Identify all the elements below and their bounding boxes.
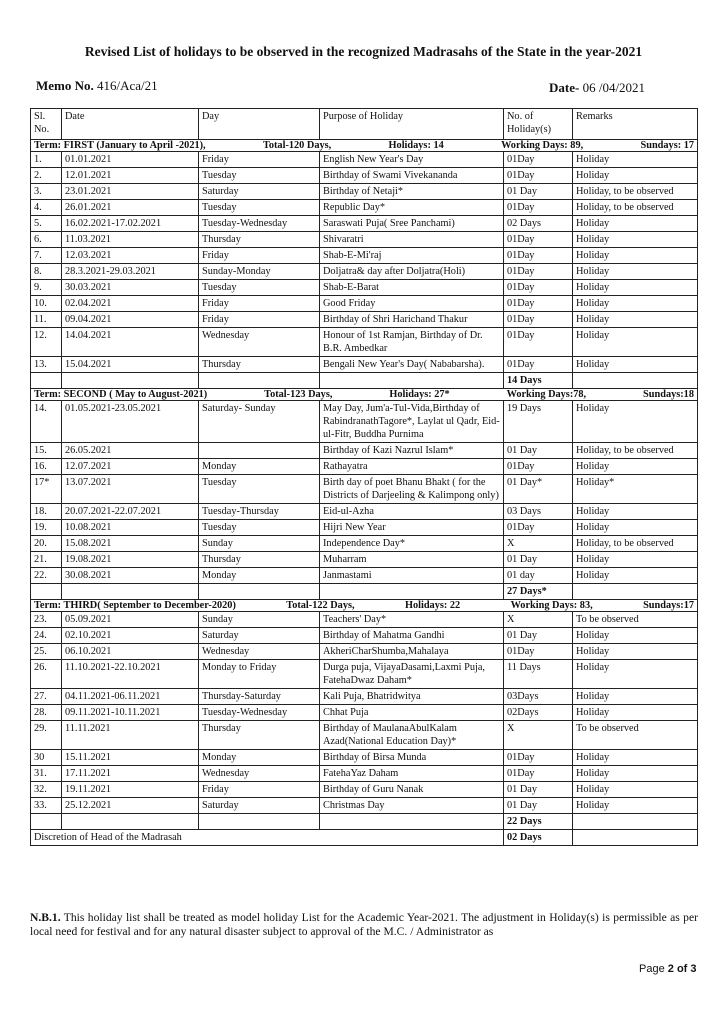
term-holidays: Holidays: 22: [404, 600, 461, 611]
document-date: [549, 80, 645, 96]
date-cell: 11.11.2021: [62, 721, 199, 750]
remarks-cell: To be observed: [573, 721, 698, 750]
remarks-cell: Holiday: [573, 705, 698, 721]
holiday-row: [31, 459, 698, 475]
days-count-cell: 01Day: [504, 232, 573, 248]
purpose-cell: AkheriCharShumba,Mahalaya: [320, 644, 504, 660]
purpose-cell: Teachers' Day*: [320, 612, 504, 628]
holiday-row: [31, 520, 698, 536]
discretion-row: [31, 830, 698, 846]
day-cell: Monday to Friday: [199, 660, 320, 689]
remarks-cell: Holiday: [573, 357, 698, 373]
remarks-cell: Holiday: [573, 782, 698, 798]
serial-cell: 17*: [31, 475, 62, 504]
date-cell: 12.03.2021: [62, 248, 199, 264]
days-count-cell: 01Day: [504, 459, 573, 475]
date-cell: 30.08.2021: [62, 568, 199, 584]
page-current: 2: [667, 963, 674, 975]
column-header: Day: [199, 109, 320, 140]
serial-cell: 18.: [31, 504, 62, 520]
serial-cell: 27.: [31, 689, 62, 705]
remarks-cell: Holiday: [573, 216, 698, 232]
purpose-cell: Christmas Day: [320, 798, 504, 814]
term-summary: [34, 389, 694, 400]
day-cell: Wednesday: [199, 328, 320, 357]
days-count-cell: 03 Days: [504, 504, 573, 520]
holiday-row: [31, 504, 698, 520]
purpose-cell: Birthday of Shri Harichand Thakur: [320, 312, 504, 328]
date-cell: 15.04.2021: [62, 357, 199, 373]
day-cell: Wednesday: [199, 644, 320, 660]
remarks-cell: To be observed: [573, 612, 698, 628]
holiday-row: [31, 612, 698, 628]
holiday-row: [31, 705, 698, 721]
remarks-cell: Holiday: [573, 628, 698, 644]
holiday-row: [31, 152, 698, 168]
date-cell: 09.04.2021: [62, 312, 199, 328]
days-count-cell: 01Day: [504, 296, 573, 312]
remarks-cell: Holiday: [573, 644, 698, 660]
serial-cell: 12.: [31, 328, 62, 357]
date-cell: 19.08.2021: [62, 552, 199, 568]
column-header: No. of Holiday(s): [504, 109, 573, 140]
serial-cell: 32.: [31, 782, 62, 798]
day-cell: Tuesday: [199, 475, 320, 504]
purpose-cell: Shab-E-Mi'raj: [320, 248, 504, 264]
days-count-cell: 02 Days: [504, 216, 573, 232]
days-count-cell: 01 day: [504, 568, 573, 584]
holiday-row: [31, 721, 698, 750]
serial-cell: 20.: [31, 536, 62, 552]
discretion-label: Discretion of Head of the Madrasah: [31, 830, 504, 846]
holiday-row: [31, 312, 698, 328]
holiday-row: [31, 536, 698, 552]
date-cell: 19.11.2021: [62, 782, 199, 798]
term-header-row: [31, 140, 698, 152]
days-count-cell: 01Day: [504, 750, 573, 766]
day-cell: Saturday- Sunday: [199, 401, 320, 443]
purpose-cell: Durga puja, VijayaDasami,Laxmi Puja, FatehaDwaz Daham*: [320, 660, 504, 689]
date-cell: 13.07.2021: [62, 475, 199, 504]
date-cell: 11.03.2021: [62, 232, 199, 248]
days-count-cell: 01Day: [504, 766, 573, 782]
purpose-cell: English New Year's Day: [320, 152, 504, 168]
days-count-cell: 01Day: [504, 248, 573, 264]
remarks-cell: Holiday: [573, 689, 698, 705]
holiday-row: [31, 200, 698, 216]
term-working: Working Days: 89,: [501, 140, 584, 151]
holiday-row: [31, 782, 698, 798]
holiday-row: [31, 798, 698, 814]
memo-value: 416/Aca/21: [97, 78, 158, 93]
holiday-row: [31, 232, 698, 248]
day-cell: Tuesday-Wednesday: [199, 705, 320, 721]
days-count-cell: 01Day: [504, 520, 573, 536]
date-cell: 12.07.2021: [62, 459, 199, 475]
purpose-cell: May Day, Jum'a-Tul-Vida,Birthday of RabindranathTagore*, Laylat ul Qadr, Eid-ul-Fitr, Buddha Purnima: [320, 401, 504, 443]
serial-cell: 28.: [31, 705, 62, 721]
days-count-cell: 01 Day: [504, 798, 573, 814]
serial-cell: 1.: [31, 152, 62, 168]
purpose-cell: Birthday of Netaji*: [320, 184, 504, 200]
day-cell: Friday: [199, 312, 320, 328]
term-sundays: Sundays:18: [643, 389, 694, 400]
date-cell: 26.05.2021: [62, 443, 199, 459]
serial-cell: 8.: [31, 264, 62, 280]
remarks-cell: Holiday: [573, 552, 698, 568]
serial-cell: 6.: [31, 232, 62, 248]
serial-cell: 5.: [31, 216, 62, 232]
serial-cell: 14.: [31, 401, 62, 443]
remarks-cell: Holiday: [573, 798, 698, 814]
term-total: Total-123 Days,: [264, 389, 333, 400]
purpose-cell: Birthday of Birsa Munda: [320, 750, 504, 766]
remarks-cell: Holiday: [573, 660, 698, 689]
days-count-cell: 01 Day: [504, 782, 573, 798]
nb-text: This holiday list shall be treated as model holiday List for the Academic Year-2021. The adjustment in Holiday(s) is permissible as per local need for festival and for any natural disaster subject to approval of the M.C. / Administrator as: [30, 911, 698, 938]
remarks-cell: Holiday, to be observed: [573, 536, 698, 552]
date-cell: 17.11.2021: [62, 766, 199, 782]
remarks-cell: Holiday: [573, 280, 698, 296]
remarks-cell: Holiday: [573, 766, 698, 782]
term-summary: [34, 600, 694, 611]
serial-cell: 30: [31, 750, 62, 766]
holiday-row: [31, 248, 698, 264]
column-header: Remarks: [573, 109, 698, 140]
serial-cell: 3.: [31, 184, 62, 200]
day-cell: Monday: [199, 459, 320, 475]
serial-cell: 16.: [31, 459, 62, 475]
day-cell: Thursday: [199, 357, 320, 373]
purpose-cell: Honour of 1st Ramjan, Birthday of Dr. B.R. Ambedkar: [320, 328, 504, 357]
day-cell: Friday: [199, 152, 320, 168]
days-count-cell: X: [504, 612, 573, 628]
purpose-cell: Muharram: [320, 552, 504, 568]
days-count-cell: 01Day: [504, 200, 573, 216]
remarks-cell: Holiday: [573, 168, 698, 184]
table-header-row: [31, 109, 698, 140]
date-cell: 15.08.2021: [62, 536, 199, 552]
term-name: Term: FIRST (January to April -2021),: [34, 140, 206, 151]
date-cell: 10.08.2021: [62, 520, 199, 536]
purpose-cell: Birthday of Mahatma Gandhi: [320, 628, 504, 644]
day-cell: Tuesday-Thursday: [199, 504, 320, 520]
term-total: Total-122 Days,: [286, 600, 355, 611]
days-count-cell: X: [504, 536, 573, 552]
nb-note: [30, 911, 698, 939]
document-title: Revised List of holidays to be observed in the recognized Madrasahs of the State in the year-2021: [84, 44, 643, 59]
purpose-cell: Birthday of Guru Nanak: [320, 782, 504, 798]
date-cell: 04.11.2021-06.11.2021: [62, 689, 199, 705]
holiday-row: [31, 357, 698, 373]
purpose-cell: Bengali New Year's Day( Nababarsha).: [320, 357, 504, 373]
date-cell: 11.10.2021-22.10.2021: [62, 660, 199, 689]
day-cell: Saturday: [199, 628, 320, 644]
term-total-row: [31, 584, 698, 600]
date-cell: 12.01.2021: [62, 168, 199, 184]
holiday-row: [31, 552, 698, 568]
date-cell: 15.11.2021: [62, 750, 199, 766]
remarks-cell: Holiday: [573, 152, 698, 168]
purpose-cell: Shab-E-Barat: [320, 280, 504, 296]
holiday-row: [31, 689, 698, 705]
date-cell: 01.05.2021-23.05.2021: [62, 401, 199, 443]
term-working: Working Days: 83,: [510, 600, 593, 611]
days-count-cell: 01Day: [504, 152, 573, 168]
column-header: Purpose of Holiday: [320, 109, 504, 140]
remarks-cell: Holiday: [573, 520, 698, 536]
days-count-cell: 01Day: [504, 328, 573, 357]
serial-cell: 2.: [31, 168, 62, 184]
holiday-table: [30, 108, 698, 846]
purpose-cell: Birthday of MaulanaAbulKalam Azad(National Education Day)*: [320, 721, 504, 750]
serial-cell: 23.: [31, 612, 62, 628]
remarks-cell: Holiday, to be observed: [573, 443, 698, 459]
days-count-cell: 01Day: [504, 264, 573, 280]
holiday-row: [31, 216, 698, 232]
day-cell: Tuesday: [199, 520, 320, 536]
holiday-row: [31, 328, 698, 357]
term-working: Working Days:78,: [506, 389, 587, 400]
serial-cell: 9.: [31, 280, 62, 296]
purpose-cell: Doljatra& day after Doljatra(Holi): [320, 264, 504, 280]
term-total-days: 22 Days: [504, 814, 573, 830]
remarks-cell: Holiday: [573, 750, 698, 766]
days-count-cell: 01 Day: [504, 184, 573, 200]
date-cell: 01.01.2021: [62, 152, 199, 168]
purpose-cell: Chhat Puja: [320, 705, 504, 721]
holiday-row: [31, 280, 698, 296]
holiday-row: [31, 766, 698, 782]
day-cell: Saturday: [199, 184, 320, 200]
days-count-cell: 01Day: [504, 168, 573, 184]
purpose-cell: Birthday of Kazi Nazrul Islam*: [320, 443, 504, 459]
day-cell: Wednesday: [199, 766, 320, 782]
days-count-cell: 01 Day: [504, 628, 573, 644]
days-count-cell: 01 Day: [504, 552, 573, 568]
purpose-cell: Kali Puja, Bhatridwitya: [320, 689, 504, 705]
remarks-cell: Holiday: [573, 232, 698, 248]
term-total: Total-120 Days,: [262, 140, 332, 151]
term-name: Term: SECOND ( May to August-2021): [34, 389, 208, 400]
holiday-row: [31, 568, 698, 584]
day-cell: Monday: [199, 568, 320, 584]
serial-cell: 11.: [31, 312, 62, 328]
purpose-cell: FatehaYaz Daham: [320, 766, 504, 782]
days-count-cell: 01Day: [504, 280, 573, 296]
page-number: [639, 963, 697, 975]
serial-cell: 21.: [31, 552, 62, 568]
holiday-row: [31, 184, 698, 200]
holiday-row: [31, 296, 698, 312]
days-count-cell: X: [504, 721, 573, 750]
serial-cell: 15.: [31, 443, 62, 459]
date-value: 06 /04/2021: [582, 80, 646, 95]
serial-cell: 33.: [31, 798, 62, 814]
days-count-cell: 01Day: [504, 644, 573, 660]
discretion-days: 02 Days: [504, 830, 573, 846]
day-cell: Tuesday: [199, 280, 320, 296]
purpose-cell: Janmastami: [320, 568, 504, 584]
days-count-cell: 01 Day: [504, 443, 573, 459]
day-cell: Sunday-Monday: [199, 264, 320, 280]
days-count-cell: 01 Day*: [504, 475, 573, 504]
purpose-cell: Republic Day*: [320, 200, 504, 216]
page-of: of: [676, 963, 688, 975]
day-cell: Thursday: [199, 721, 320, 750]
day-cell: Thursday: [199, 232, 320, 248]
term-header-row: [31, 389, 698, 401]
term-summary: [34, 140, 694, 151]
term-sundays: Sundays:17: [643, 600, 694, 611]
remarks-cell: Holiday: [573, 401, 698, 443]
page-prefix: Page: [639, 963, 665, 975]
date-cell: 14.04.2021: [62, 328, 199, 357]
serial-cell: 13.: [31, 357, 62, 373]
date-cell: 09.11.2021-10.11.2021: [62, 705, 199, 721]
remarks-cell: Holiday*: [573, 475, 698, 504]
date-cell: 06.10.2021: [62, 644, 199, 660]
days-count-cell: 02Days: [504, 705, 573, 721]
days-count-cell: 19 Days: [504, 401, 573, 443]
remarks-cell: Holiday: [573, 328, 698, 357]
holiday-row: [31, 475, 698, 504]
holiday-row: [31, 644, 698, 660]
remarks-cell: Holiday: [573, 568, 698, 584]
date-cell: 20.07.2021-22.07.2021: [62, 504, 199, 520]
day-cell: Friday: [199, 248, 320, 264]
purpose-cell: Hijri New Year: [320, 520, 504, 536]
nb-label: N.B.1.: [30, 911, 61, 924]
holiday-row: [31, 401, 698, 443]
column-header: Date: [62, 109, 199, 140]
term-total-days: 14 Days: [504, 373, 573, 389]
date-cell: 05.09.2021: [62, 612, 199, 628]
memo-number: [36, 78, 158, 94]
term-sundays: Sundays: 17: [640, 140, 694, 151]
remarks-cell: Holiday, to be observed: [573, 200, 698, 216]
serial-cell: 4.: [31, 200, 62, 216]
serial-cell: 31.: [31, 766, 62, 782]
days-count-cell: 03Days: [504, 689, 573, 705]
day-cell: Tuesday: [199, 200, 320, 216]
date-cell: 02.10.2021: [62, 628, 199, 644]
day-cell: Thursday-Saturday: [199, 689, 320, 705]
purpose-cell: Saraswati Puja( Sree Panchami): [320, 216, 504, 232]
purpose-cell: Birth day of poet Bhanu Bhakt ( for the Districts of Darjeeling & Kalimpong only): [320, 475, 504, 504]
date-cell: 23.01.2021: [62, 184, 199, 200]
day-cell: [199, 443, 320, 459]
holiday-row: [31, 628, 698, 644]
remarks-cell: Holiday: [573, 504, 698, 520]
day-cell: Friday: [199, 782, 320, 798]
term-name: Term: THIRD( September to December-2020): [34, 600, 236, 611]
date-cell: 02.04.2021: [62, 296, 199, 312]
day-cell: Tuesday: [199, 168, 320, 184]
purpose-cell: Birthday of Swami Vivekananda: [320, 168, 504, 184]
day-cell: Friday: [199, 296, 320, 312]
memo-label: Memo No.: [36, 78, 94, 93]
remarks-cell: Holiday: [573, 296, 698, 312]
term-header-row: [31, 600, 698, 612]
remarks-cell: Holiday: [573, 312, 698, 328]
term-holidays: Holidays: 27*: [389, 389, 450, 400]
column-header: Sl. No.: [31, 109, 62, 140]
serial-cell: 10.: [31, 296, 62, 312]
serial-cell: 25.: [31, 644, 62, 660]
remarks-cell: Holiday, to be observed: [573, 184, 698, 200]
day-cell: Tuesday-Wednesday: [199, 216, 320, 232]
days-count-cell: 01Day: [504, 357, 573, 373]
holiday-row: [31, 168, 698, 184]
purpose-cell: Shivaratri: [320, 232, 504, 248]
day-cell: Thursday: [199, 552, 320, 568]
serial-cell: 24.: [31, 628, 62, 644]
day-cell: Monday: [199, 750, 320, 766]
term-total-row: [31, 814, 698, 830]
purpose-cell: Good Friday: [320, 296, 504, 312]
purpose-cell: Independence Day*: [320, 536, 504, 552]
date-cell: 16.02.2021-17.02.2021: [62, 216, 199, 232]
days-count-cell: 01Day: [504, 312, 573, 328]
day-cell: Sunday: [199, 536, 320, 552]
day-cell: Saturday: [199, 798, 320, 814]
term-holidays: Holidays: 14: [388, 140, 444, 151]
date-cell: 26.01.2021: [62, 200, 199, 216]
holiday-row: [31, 750, 698, 766]
term-total-days: 27 Days*: [504, 584, 573, 600]
serial-cell: 29.: [31, 721, 62, 750]
remarks-cell: Holiday: [573, 264, 698, 280]
date-cell: 28.3.2021-29.03.2021: [62, 264, 199, 280]
page-total: 3: [690, 963, 697, 975]
purpose-cell: Eid-ul-Azha: [320, 504, 504, 520]
date-label: Date-: [549, 80, 580, 95]
remarks-cell: Holiday: [573, 248, 698, 264]
date-cell: 25.12.2021: [62, 798, 199, 814]
term-total-row: [31, 373, 698, 389]
holiday-row: [31, 264, 698, 280]
serial-cell: 22.: [31, 568, 62, 584]
purpose-cell: Rathayatra: [320, 459, 504, 475]
serial-cell: 19.: [31, 520, 62, 536]
serial-cell: 26.: [31, 660, 62, 689]
date-cell: 30.03.2021: [62, 280, 199, 296]
holiday-row: [31, 660, 698, 689]
serial-cell: 7.: [31, 248, 62, 264]
remarks-cell: Holiday: [573, 459, 698, 475]
holiday-row: [31, 443, 698, 459]
days-count-cell: 11 Days: [504, 660, 573, 689]
day-cell: Sunday: [199, 612, 320, 628]
